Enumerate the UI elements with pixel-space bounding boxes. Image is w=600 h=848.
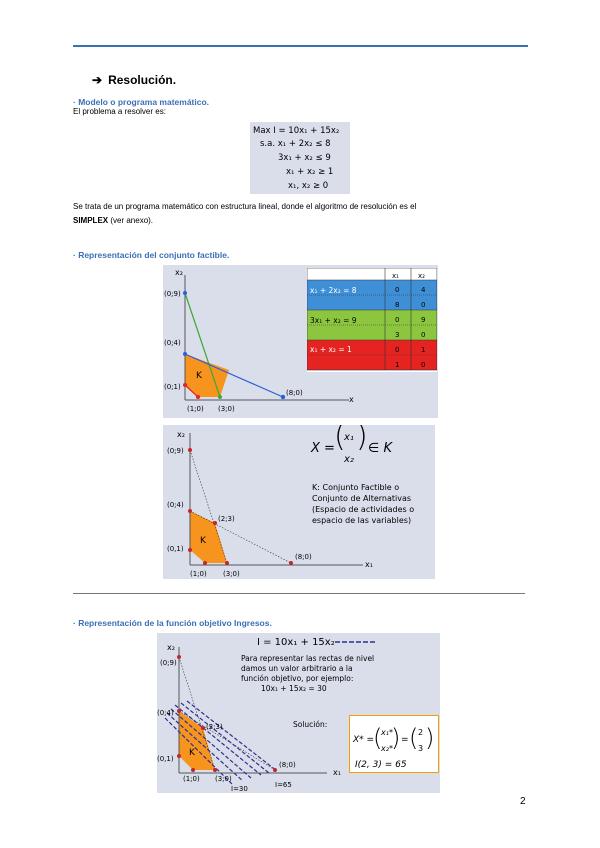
label3-3-0: (3;0)	[215, 775, 232, 783]
region-label-2: K	[200, 536, 206, 546]
sol-value: I(2, 3) = 65	[355, 760, 407, 770]
cell-3-x2-b: 0	[421, 361, 426, 369]
arrow-icon: ➔	[92, 73, 103, 87]
y-axis-label: x₂	[175, 268, 183, 277]
note-line-1: Para representar las rectas de nivel	[241, 654, 375, 663]
point3-2-3	[201, 726, 205, 730]
vector-x2: x₂	[344, 454, 354, 465]
objective-graph-panel	[157, 633, 440, 793]
cell-3-x1-b: 1	[395, 361, 400, 369]
sol-paren-l2: (	[409, 724, 419, 752]
sol-paren-r: )	[391, 724, 401, 752]
point2-2-3	[213, 521, 217, 525]
sol-paren-l: (	[373, 724, 383, 752]
point3-3-0	[213, 768, 217, 772]
constraint-3: x₁ + x₂ ≥ 1	[286, 167, 334, 177]
level-label-65: I=65	[275, 781, 292, 789]
label-0-1: (0;1)	[164, 383, 181, 391]
point-1-0	[196, 395, 200, 399]
cell-1-x2-a: 4	[421, 286, 426, 294]
eq-row-3: x₁ + x₂ = 1	[310, 345, 352, 354]
label-0-9: (0;9)	[164, 290, 181, 298]
body-text-1: Se trata de un programa matemático con estructura lineal, donde el algoritmo de resolución es el	[73, 202, 417, 211]
eq-row-2: 3x₁ + x₂ = 9	[310, 316, 357, 325]
legend-line-3: (Espacio de actividades o	[312, 505, 415, 514]
cell-2-x2-b: 0	[421, 331, 426, 339]
label2-0-4: (0;4)	[167, 501, 184, 509]
label-0-4: (0;4)	[164, 339, 181, 347]
sol-x1: x₁*	[381, 728, 393, 737]
legend-line-4: espacio de las variables)	[312, 516, 412, 525]
label3-0-1: (0,1)	[157, 755, 174, 763]
cell-2-x1-b: 3	[395, 331, 400, 339]
vector-rhs: ∈ K	[368, 441, 392, 456]
constraint-1: s.a. x₁ + 2x₂ ≤ 8	[260, 139, 331, 149]
label3-2-3: (2;3)	[206, 723, 223, 731]
label2-0-9: (0;9)	[167, 447, 184, 455]
x-axis-label-3: x₁	[333, 768, 341, 777]
point3-8-0	[273, 768, 277, 772]
point2-1-0	[203, 561, 207, 565]
level-label-30: I=30	[231, 785, 248, 793]
header-x1: x₁	[392, 272, 399, 280]
x-axis-label: x	[349, 395, 354, 404]
cell-1-x1-a: 0	[395, 286, 400, 294]
note-line-2: damos un valor arbitrario a la	[241, 664, 353, 673]
point2-0-1	[188, 548, 192, 552]
objective-subtitle: · Representación de la función objetivo Ingresos.	[73, 618, 272, 628]
cell-2-x2-a: 9	[421, 316, 426, 324]
sol-v1: 2	[418, 728, 424, 737]
point-0-1	[183, 383, 187, 387]
label2-3-0: (3;0)	[223, 570, 240, 578]
nonneg-constraint: x₁, x₂ ≥ 0	[288, 181, 329, 191]
sol-x2: x₂*	[381, 744, 393, 753]
eq-row-1: x₁ + 2x₂ = 8	[310, 286, 357, 295]
point-8-0	[281, 395, 285, 399]
resolution-heading	[92, 73, 176, 87]
heading-title: Resolución.	[108, 73, 177, 87]
point2-3-0	[225, 561, 229, 565]
vector-x1: x₁	[344, 432, 354, 443]
point2-0-9	[188, 448, 192, 452]
label-8-0: (8;0)	[286, 389, 303, 397]
label2-2-3: (2;3)	[218, 515, 235, 523]
legend-line-2: Conjunto de Alternativas	[312, 494, 412, 503]
point-3-0	[218, 395, 222, 399]
label3-1-0: (1;0)	[183, 775, 200, 783]
cell-1-x2-b: 0	[421, 301, 426, 309]
point3-0-1	[177, 754, 181, 758]
region-label: K	[196, 371, 202, 381]
point-0-9	[183, 291, 187, 295]
sol-paren-r2: )	[425, 724, 435, 752]
cell-3-x2-a: 1	[421, 346, 426, 354]
x-axis-label-2: x₁	[365, 560, 373, 569]
feasible-legend	[312, 482, 414, 526]
header-x2: x₂	[418, 272, 425, 280]
math-program-box	[250, 122, 350, 194]
label3-8-0: (8;0)	[279, 761, 296, 769]
cell-3-x1-a: 0	[395, 346, 400, 354]
y-axis-label-2: x₂	[177, 430, 185, 439]
point-0-4	[183, 352, 187, 356]
model-intro: El problema a resolver es:	[73, 107, 166, 116]
label2-1-0: (1;0)	[190, 570, 207, 578]
header-rule	[73, 45, 528, 47]
point3-0-4	[177, 709, 181, 713]
label-3-0: (3;0)	[218, 405, 235, 413]
paren-left: (	[334, 425, 346, 454]
label2-0-1: (0,1)	[167, 545, 184, 553]
section-divider	[73, 593, 525, 594]
legend-line-1: K: Conjunto Factible o	[312, 483, 400, 492]
model-subtitle: · Modelo o programa matemático.	[73, 97, 210, 107]
label-1-0: (1;0)	[187, 405, 204, 413]
sol-equals: =	[401, 735, 409, 745]
cell-2-x1-a: 0	[395, 316, 400, 324]
model-body	[73, 200, 528, 228]
vector-lhs: X =	[311, 441, 335, 456]
label2-8-0: (8;0)	[295, 553, 312, 561]
label3-0-9: (0;9)	[160, 659, 177, 667]
constraint-2: 3x₁ + x₂ ≤ 9	[278, 153, 331, 163]
solution-label: Solución:	[293, 720, 328, 729]
paren-right: )	[356, 425, 368, 454]
point3-0-9	[177, 655, 181, 659]
note-line-4: 10x₁ + 15x₂ = 30	[261, 684, 327, 693]
sol-lhs: X* =	[353, 735, 375, 745]
cell-1-x1-b: 8	[395, 301, 400, 309]
point3-1-0	[191, 768, 195, 772]
feasible-graph-2-panel	[163, 425, 435, 579]
intercepts-table	[307, 268, 437, 372]
objective-line: Max I = 10x₁ + 15x₂	[253, 126, 340, 136]
page-number: 2	[520, 796, 526, 807]
point2-0-4	[188, 509, 192, 513]
feasible-subtitle: · Representación del conjunto factible.	[73, 250, 230, 260]
region-label-3: K	[189, 748, 195, 758]
simplex-term: SIMPLEX	[73, 216, 109, 225]
objective-title: I = 10x₁ + 15x₂	[257, 637, 335, 648]
label3-0-4: (0;4)	[157, 709, 174, 717]
body-text-2: (ver anexo).	[108, 216, 154, 225]
y-axis-label-3: x₂	[167, 643, 175, 652]
note-line-3: función objetivo, por ejemplo:	[241, 674, 354, 683]
point2-8-0	[289, 561, 293, 565]
solution-box	[349, 715, 439, 773]
sol-v2: 3	[418, 744, 424, 753]
